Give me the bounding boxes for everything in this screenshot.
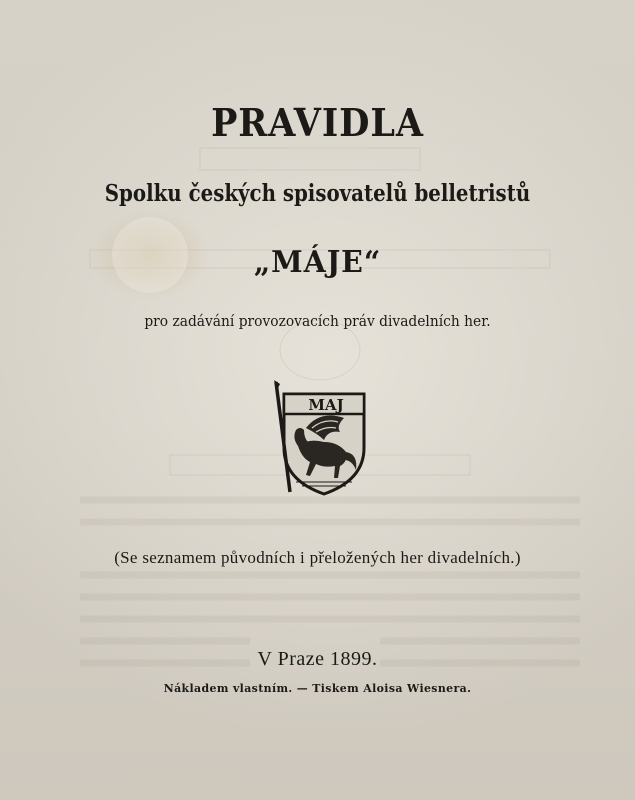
emblem-lettering: MAJ xyxy=(308,396,344,414)
page-subtitle: Spolku českých spisovatelů belletristů xyxy=(104,180,531,207)
list-note: (Se seznamem původních i přeložených her divadelních.) xyxy=(114,548,521,567)
society-name: „MÁJE“ xyxy=(253,245,382,280)
page-title: PRAVIDLA xyxy=(211,100,424,145)
purpose-line: pro zadávání provozovacích práv divadelních her. xyxy=(144,312,491,330)
imprint-line: Nákladem vlastním. — Tiskem Aloisa Wiesnera. xyxy=(163,681,472,695)
place-and-year: V Praze 1899. xyxy=(257,648,378,670)
maj-pegasus-emblem-icon xyxy=(268,380,370,498)
